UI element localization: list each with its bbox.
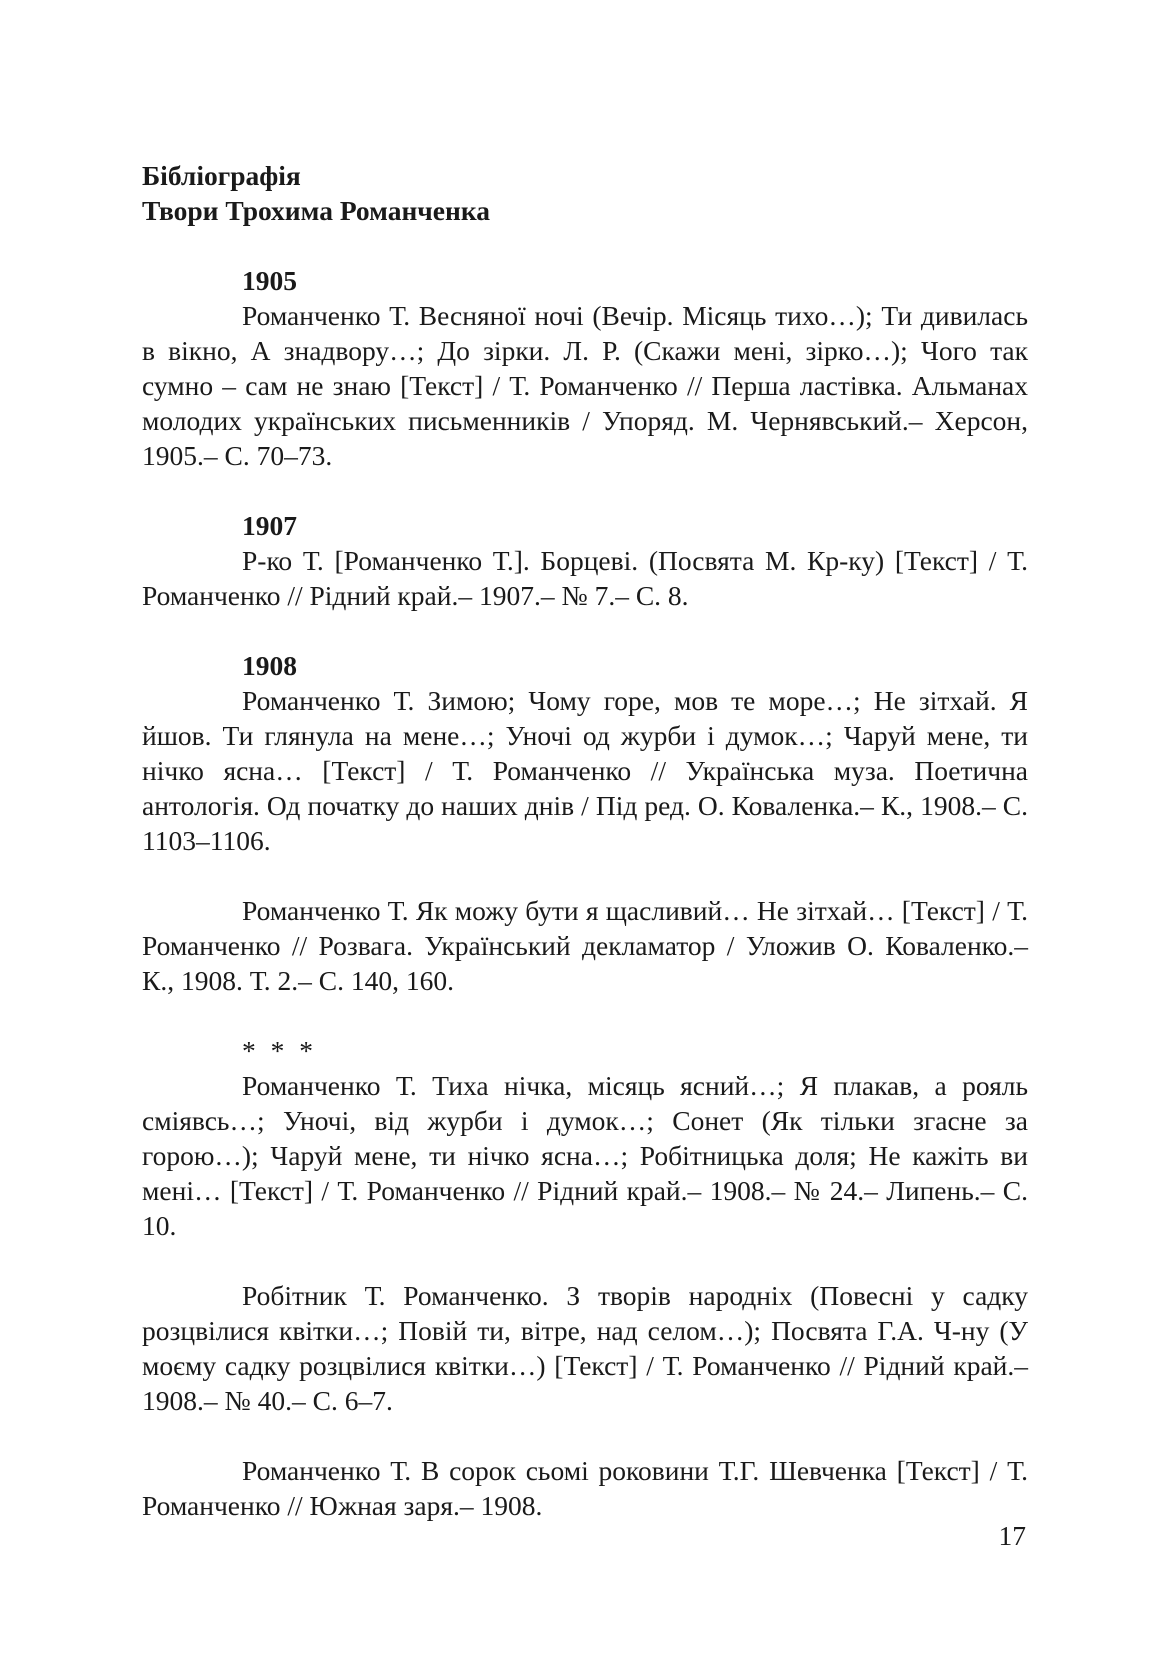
section-subtitle: Твори Трохима Романченка (142, 195, 491, 226)
bibliography-entry: Романченко Т. Весняної ночі (Вечір. Місяць тихо…); Ти дивилась в вікно, А знадвору…; До зірки. Л. Р. (Скажи мені, зірко…); Чого так сумно – сам не знаю [Текст] / Т. Романченко // Перша ластівка. Альманах молодих українських письменників / Упоряд. М. Чернявський.– Херсон, 1905.– С. 70–73. (142, 300, 1028, 471)
section-separator: * * * (242, 1035, 317, 1066)
spacer (142, 473, 1028, 508)
spacer (142, 228, 1028, 263)
bibliography-entry: Робітник Т. Романченко. З творів народніх (Повесні у садку розцвілися квітки…; Повій ти, вітре, над селом…); Посвята Г.А. Ч-ну (У моєму садку розцвілися квітки…) [Текст] / Т. Романченко // Рідний край.– 1908.– № 40.– С. 6–7. (142, 1280, 1028, 1416)
spacer (142, 1243, 1028, 1278)
year-heading-1907: 1907 (242, 510, 297, 541)
bibliography-entry: Романченко Т. Тиха нічка, місяць ясний…; Я плакав, а рояль сміявсь…; Уночі, від журби і думок…; Сонет (Як тільки згасне за горою…); Чаруй мене, ти нічко ясна…; Робітницька доля; Не кажіть ви мені… [Текст] / Т. Романченко // Рідний край.– 1908.– № 24.– Липень.– С. 10. (142, 1070, 1028, 1241)
bibliography-entry: Романченко Т. В сорок сьомі роковини Т.Г. Шевченка [Текст] / Т. Романченко // Южная заря.– 1908. (142, 1455, 1028, 1521)
page-number: 17 (998, 1520, 1026, 1551)
spacer (142, 1418, 1028, 1453)
spacer (142, 998, 1028, 1033)
spacer (142, 613, 1028, 648)
spacer (142, 858, 1028, 893)
bibliography-page (142, 158, 1028, 1523)
section-heading: Бібліографія (142, 160, 301, 191)
year-heading-1908: 1908 (242, 650, 297, 681)
bibliography-entry: Р-ко Т. [Романченко Т.]. Борцеві. (Посвята М. Кр-ку) [Текст] / Т. Романченко // Рідний край.– 1907.– № 7.– С. 8. (142, 545, 1028, 611)
bibliography-entry: Романченко Т. Зимою; Чому горе, мов те море…; Не зітхай. Я йшов. Ти глянула на мене…; Уночі од журби і думок…; Чаруй мене, ти нічко ясна… [Текст] / Т. Романченко // Українська муза. Поетична антологія. Од початку до наших днів / Під ред. О. Коваленка.– К., 1908.– С. 1103–1106. (142, 685, 1028, 856)
bibliography-entry: Романченко Т. Як можу бути я щасливий… Не зітхай… [Текст] / Т. Романченко // Розвага. Український декламатор / Уложив О. Коваленко.– К., 1908. Т. 2.– С. 140, 160. (142, 895, 1028, 996)
year-heading-1905: 1905 (242, 265, 297, 296)
